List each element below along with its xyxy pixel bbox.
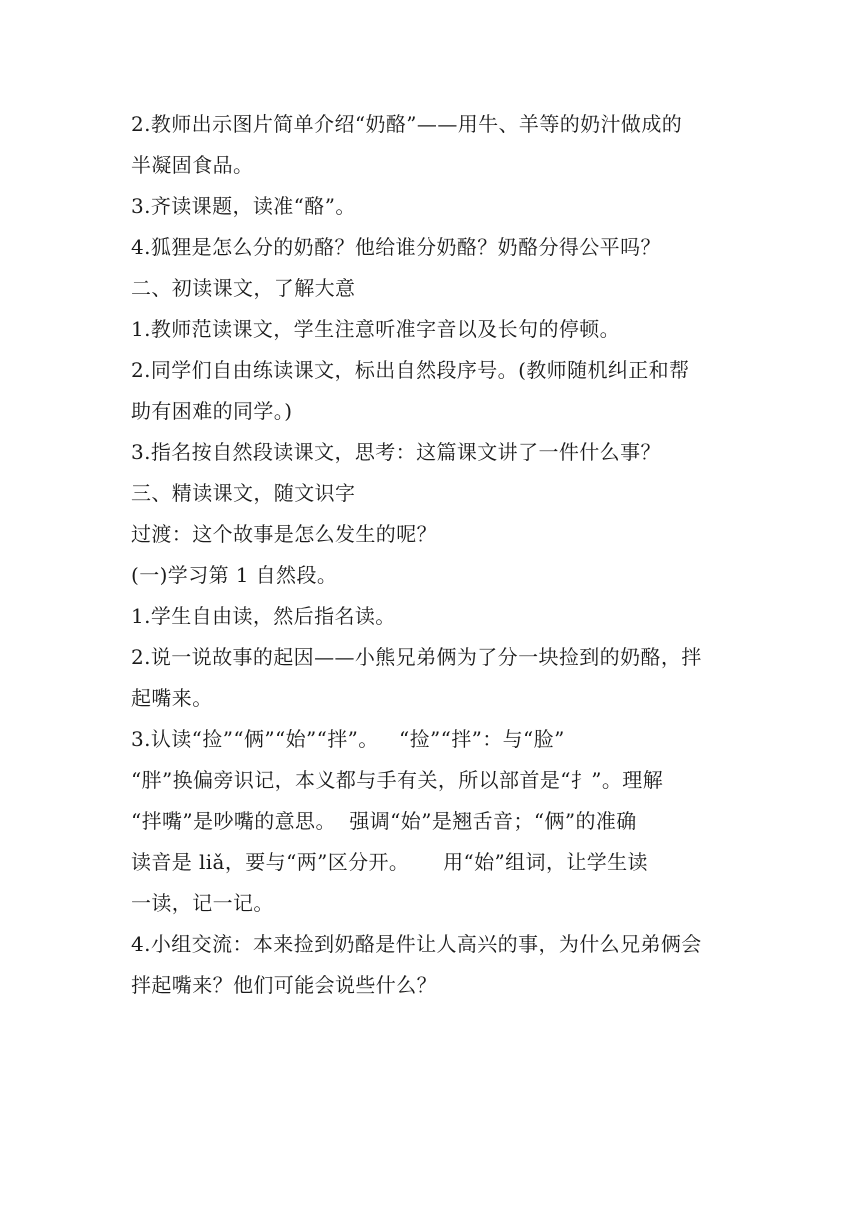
section-heading: 二、初读课文，了解大意	[131, 276, 356, 300]
paragraph-line: 1.学生自由读，然后指名读。	[131, 604, 396, 628]
paragraph-line: 4.小组交流：本来捡到奶酪是件让人高兴的事，为什么兄弟俩会	[131, 932, 702, 956]
paragraph-line: 3.齐读课题，读准“酪”。	[131, 194, 356, 218]
paragraph-line: 2.教师出示图片简单介绍“奶酪”——用牛、羊等的奶汁做成的	[131, 112, 683, 136]
section-heading: 三、精读课文，随文识字	[131, 481, 356, 505]
paragraph-line: 起嘴来。	[131, 686, 213, 710]
paragraph-line: 4.狐狸是怎么分的奶酪？他给谁分奶酪？奶酪分得公平吗？	[131, 235, 661, 259]
paragraph-line: 读音是 liǎ，要与“两”区分开。 用“始”组词，让学生读	[131, 850, 648, 874]
paragraph-line: 1.教师范读课文，学生注意听准字音以及长句的停顿。	[131, 317, 621, 341]
paragraph-line: 2.同学们自由练读课文，标出自然段序号。(教师随机纠正和帮	[131, 358, 690, 382]
paragraph-line: 一读，记一记。	[131, 891, 274, 915]
paragraph-line: “胖”换偏旁识记，本义都与手有关，所以部首是“扌”。理解	[131, 768, 664, 792]
subsection-heading: (一)学习第 1 自然段。	[131, 563, 338, 587]
paragraph-line: 2.说一说故事的起因——小熊兄弟俩为了分一块捡到的奶酪，拌	[131, 645, 702, 669]
paragraph-line: 过渡：这个故事是怎么发生的呢？	[131, 522, 437, 546]
paragraph-line: 半凝固食品。	[131, 153, 254, 177]
paragraph-line: “拌嘴”是吵嘴的意思。 强调“始”是翘舌音；“俩”的准确	[131, 809, 637, 833]
paragraph-line: 3.认读“捡”“俩”“始”“拌”。 “捡”“拌”：与“脸”	[131, 727, 565, 751]
document-body	[131, 110, 731, 1012]
paragraph-line: 3.指名按自然段读课文，思考：这篇课文讲了一件什么事？	[131, 440, 661, 464]
paragraph-line: 助有困难的同学。)	[131, 399, 293, 423]
paragraph-line: 拌起嘴来？他们可能会说些什么？	[131, 973, 437, 997]
